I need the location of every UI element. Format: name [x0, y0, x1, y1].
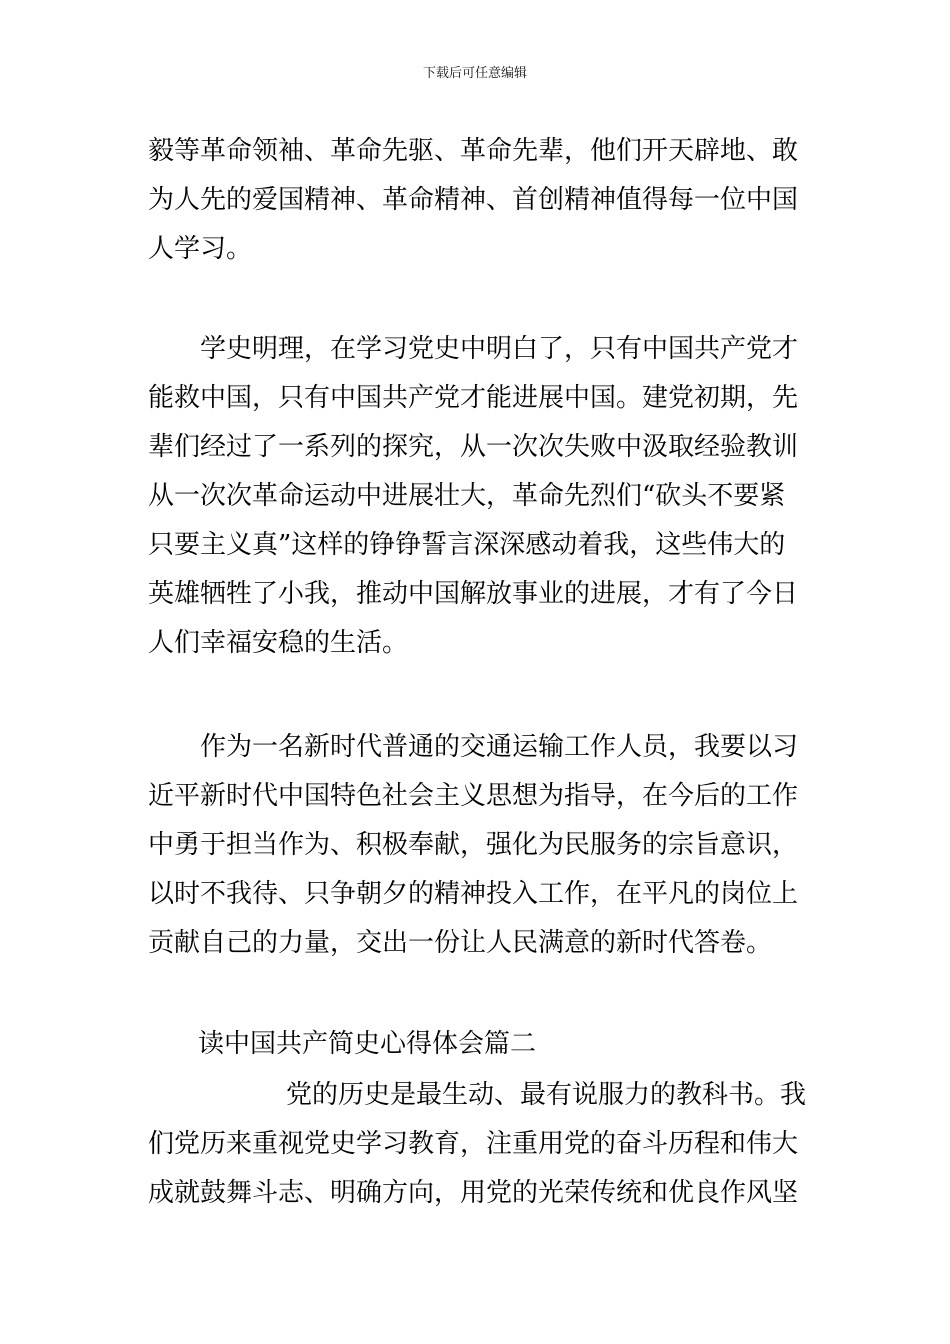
paragraph-2-line-7: 人们幸福安稳的生活。	[148, 628, 409, 658]
paragraph-2-line-5: 只要主义真”这样的铮铮誓言深深感动着我，这些伟大的	[148, 530, 786, 560]
paragraph-1-line-2: 为人先的爱国精神、革命精神、首创精神值得每一位中国	[148, 185, 799, 215]
paragraph-4-line-1: 党的历史是最生动、最有说服力的教科书。我	[286, 1080, 807, 1110]
paragraph-3-line-5: 贡献自己的力量，交出一份让人民满意的新时代答卷。	[148, 928, 773, 958]
paragraph-3-line-2: 近平新时代中国特色社会主义思想为指导，在今后的工作	[148, 781, 799, 811]
paragraph-1-line-3: 人学习。	[148, 234, 253, 264]
paragraph-4-line-2: 们党历来重视党史学习教育，注重用党的奋斗历程和伟大	[148, 1129, 799, 1159]
paragraph-2-line-3: 辈们经过了一系列的探究，从一次次失败中汲取经验教训	[148, 432, 799, 462]
paragraph-2-line-2: 能救中国，只有中国共产党才能进展中国。建党初期，先	[148, 383, 799, 413]
section-title: 读中国共产简史心得体会篇二	[198, 1029, 537, 1059]
paragraph-1-line-1: 毅等革命领袖、革命先驱、革命先辈，他们开天辟地、敢	[148, 136, 799, 166]
paragraph-2-line-6: 英雄牺牲了小我，推动中国解放事业的进展，才有了今日	[148, 579, 799, 609]
paragraph-2-line-1: 学史明理，在学习党史中明白了，只有中国共产党才	[200, 334, 799, 364]
paragraph-3-line-4: 以时不我待、只争朝夕的精神投入工作，在平凡的岗位上	[148, 879, 799, 909]
paragraph-4-line-3: 成就鼓舞斗志、明确方向，用党的光荣传统和优良作风坚	[148, 1178, 799, 1208]
paragraph-2-line-4: 从一次次革命运动中进展壮大，革命先烈们“砍头不要紧	[148, 481, 786, 511]
paragraph-3-line-1: 作为一名新时代普通的交通运输工作人员，我要以习	[200, 732, 799, 762]
page-header: 下载后可任意编辑	[422, 66, 527, 81]
paragraph-3-line-3: 中勇于担当作为、积极奉献，强化为民服务的宗旨意识，	[148, 830, 799, 860]
